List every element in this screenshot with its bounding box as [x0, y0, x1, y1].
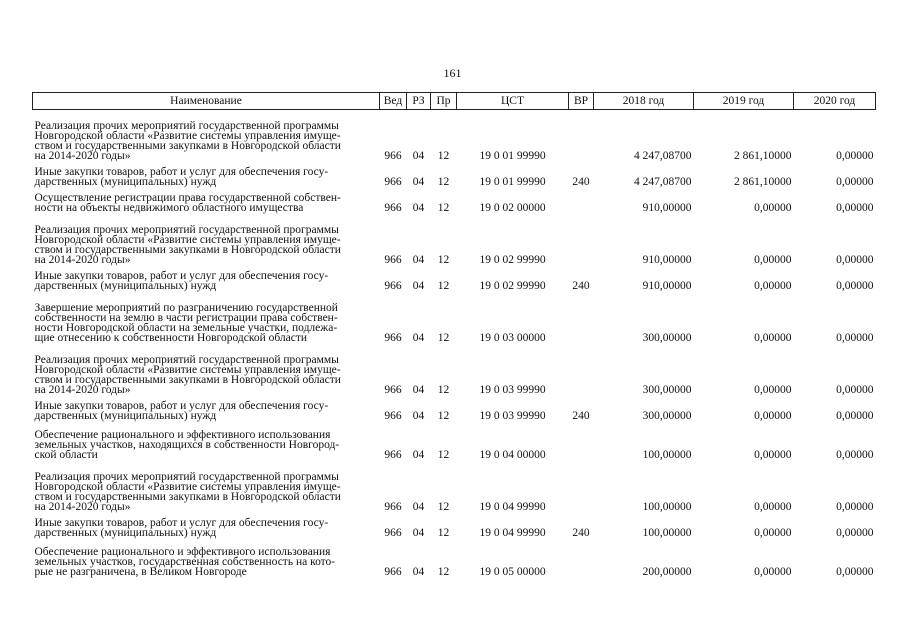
row-name-line: земельных участков, находящихся в собственности Новгород- — [34, 438, 340, 451]
row-name-line: на 2014-2020 годы» — [34, 383, 131, 396]
cell-rz: 04 — [412, 331, 425, 344]
row-name-line: земельных участков, государственная собственность на кото- — [34, 555, 336, 568]
cell-ved: 966 — [384, 175, 402, 188]
cell-y2019: 0,00000 — [754, 331, 792, 344]
row-name-line: ской области — [34, 448, 98, 461]
cell-ved: 966 — [384, 149, 402, 162]
cell-pr: 12 — [437, 526, 450, 539]
cell-ved: 966 — [384, 201, 402, 214]
cell-y2020: 0,00000 — [836, 526, 874, 539]
cell-y2018: 100,00000 — [642, 526, 692, 539]
row-name — [33, 344, 380, 396]
cell-pr: 12 — [437, 279, 450, 292]
cell-cst: 19 0 03 99990 — [479, 383, 546, 396]
cell-cst: 19 0 04 99990 — [479, 526, 546, 539]
header-ved: Вед — [380, 93, 407, 110]
cell-rz: 04 — [412, 201, 425, 214]
cell-y2020: 0,00000 — [836, 175, 874, 188]
row-name-line: Завершение мероприятий по разграничению государственной — [34, 301, 338, 314]
row-name-line: ством и государственными закупками в Новгородской области — [34, 373, 341, 386]
row-name-line: Реализация прочих мероприятий государственной программы — [34, 119, 339, 132]
cell-y2018: 100,00000 — [642, 448, 692, 461]
cell-vr: 240 — [572, 175, 590, 188]
table-row — [33, 396, 876, 422]
cell-y2018: 4 247,08700 — [634, 149, 692, 162]
row-name-line: Новгородской области «Развитие системы управления имуще- — [34, 233, 341, 246]
cell-rz: 04 — [412, 526, 425, 539]
table-body — [33, 110, 876, 578]
cell-ved: 966 — [384, 279, 402, 292]
row-name-line: дарственных (муниципальных) нужд — [34, 175, 217, 188]
row-name — [33, 422, 380, 461]
cell-pr: 12 — [437, 383, 450, 396]
row-name-line: Иные закупки товаров, работ и услуг для обеспечения госу- — [34, 516, 329, 529]
table-row — [33, 513, 876, 539]
cell-cst: 19 0 01 99990 — [479, 175, 546, 188]
table-row — [33, 110, 876, 162]
cell-y2019: 0,00000 — [754, 526, 792, 539]
cell-ved: 966 — [384, 331, 402, 344]
cell-vr — [569, 110, 594, 162]
cell-rz: 04 — [412, 448, 425, 461]
row-name — [33, 188, 380, 214]
row-name-line: дарственных (муниципальных) нужд — [34, 279, 217, 292]
cell-y2018: 4 247,08700 — [634, 175, 692, 188]
cell-cst: 19 0 03 00000 — [479, 331, 546, 344]
table-row — [33, 344, 876, 396]
cell-pr: 12 — [437, 448, 450, 461]
cell-y2018: 910,00000 — [642, 279, 692, 292]
header-vr: ВР — [569, 93, 594, 110]
cell-ved: 966 — [384, 448, 402, 461]
row-name-line: на 2014-2020 годы» — [34, 500, 131, 513]
cell-y2019: 0,00000 — [754, 500, 792, 513]
cell-ved: 966 — [384, 409, 402, 422]
table-row — [33, 422, 876, 461]
cell-rz: 04 — [412, 253, 425, 266]
row-name-line: Новгородской области «Развитие системы управления имуще- — [34, 129, 341, 142]
row-name-line: собственности на землю в части регистрации права собствен- — [34, 311, 338, 324]
row-name-line: Реализация прочих мероприятий государственной программы — [34, 470, 339, 483]
row-name-line: дарственных (муниципальных) нужд — [34, 526, 217, 539]
cell-y2018: 910,00000 — [642, 253, 692, 266]
cell-y2020: 0,00000 — [836, 383, 874, 396]
cell-cst: 19 0 02 00000 — [479, 201, 546, 214]
cell-rz: 04 — [412, 500, 425, 513]
cell-y2018: 910,00000 — [642, 201, 692, 214]
cell-pr: 12 — [437, 149, 450, 162]
row-name-line: щие отнесению к собственности Новгородской области — [34, 331, 308, 344]
cell-pr: 12 — [437, 253, 450, 266]
cell-y2020: 0,00000 — [836, 565, 874, 578]
row-name — [33, 162, 380, 188]
cell-y2020: 0,00000 — [836, 448, 874, 461]
cell-cst: 19 0 04 99990 — [479, 500, 546, 513]
row-name-line: на 2014-2020 годы» — [34, 253, 131, 266]
table-row — [33, 214, 876, 266]
cell-cst: 19 0 03 99990 — [479, 409, 546, 422]
cell-y2020: 0,00000 — [836, 331, 874, 344]
table-row — [33, 266, 876, 292]
header-2018: 2018 год — [594, 93, 694, 110]
cell-ved: 966 — [384, 565, 402, 578]
cell-y2020: 0,00000 — [836, 279, 874, 292]
table-row — [33, 539, 876, 578]
row-name-line: Обеспечение рационального и эффективного использования — [34, 428, 331, 441]
cell-ved: 966 — [384, 526, 402, 539]
table-row — [33, 188, 876, 214]
cell-y2020: 0,00000 — [836, 201, 874, 214]
row-name — [33, 396, 380, 422]
row-name-line: Осуществление регистрации права государственной собствен- — [34, 191, 341, 204]
header-2019: 2019 год — [694, 93, 794, 110]
cell-y2019: 0,00000 — [754, 565, 792, 578]
header-2020: 2020 год — [794, 93, 876, 110]
row-name-line: Реализация прочих мероприятий государственной программы — [34, 223, 339, 236]
row-name-line: ством и государственными закупками в Новгородской области — [34, 490, 341, 503]
row-name-line: на 2014-2020 годы» — [34, 149, 131, 162]
cell-rz: 04 — [412, 383, 425, 396]
row-name-line: дарственных (муниципальных) нужд — [34, 409, 217, 422]
cell-y2019: 0,00000 — [754, 201, 792, 214]
cell-rz: 04 — [412, 565, 425, 578]
cell-rz: 04 — [412, 409, 425, 422]
row-name-line: ством и государственными закупками в Новгородской области — [34, 139, 341, 152]
row-name — [33, 539, 380, 578]
cell-y2018: 100,00000 — [642, 500, 692, 513]
header-cst: ЦСТ — [457, 93, 569, 110]
cell-cst: 19 0 02 99990 — [479, 253, 546, 266]
header-name: Наименование — [33, 93, 380, 110]
cell-vr — [569, 539, 594, 578]
cell-y2019: 0,00000 — [754, 448, 792, 461]
row-name — [33, 110, 380, 162]
row-name-line: рые не разграничена, в Великом Новгороде — [34, 565, 247, 578]
cell-cst: 19 0 05 00000 — [479, 565, 546, 578]
cell-ved: 966 — [384, 500, 402, 513]
cell-vr — [569, 292, 594, 344]
budget-table — [32, 92, 876, 578]
cell-pr: 12 — [437, 175, 450, 188]
cell-y2020: 0,00000 — [836, 409, 874, 422]
row-name-line: Обеспечение рационального и эффективного использования — [34, 545, 331, 558]
cell-vr — [569, 461, 594, 513]
cell-cst: 19 0 04 00000 — [479, 448, 546, 461]
cell-vr — [569, 214, 594, 266]
cell-y2019: 0,00000 — [754, 279, 792, 292]
cell-y2018: 300,00000 — [642, 331, 692, 344]
page-number: 161 — [443, 66, 462, 80]
cell-ved: 966 — [384, 383, 402, 396]
cell-y2019: 0,00000 — [754, 409, 792, 422]
cell-pr: 12 — [437, 331, 450, 344]
row-name — [33, 513, 380, 539]
cell-cst: 19 0 02 99990 — [479, 279, 546, 292]
cell-vr: 240 — [572, 409, 590, 422]
row-name-line: Иные закупки товаров, работ и услуг для обеспечения госу- — [34, 165, 329, 178]
cell-y2019: 2 861,10000 — [734, 149, 792, 162]
cell-pr: 12 — [437, 201, 450, 214]
row-name-line: Иные закупки товаров, работ и услуг для обеспечения госу- — [34, 399, 329, 412]
cell-y2018: 300,00000 — [642, 409, 692, 422]
cell-rz: 04 — [412, 175, 425, 188]
table-row — [33, 461, 876, 513]
cell-y2019: 0,00000 — [754, 383, 792, 396]
cell-vr — [569, 188, 594, 214]
row-name-line: Новгородской области «Развитие системы управления имуще- — [34, 480, 341, 493]
cell-y2018: 200,00000 — [642, 565, 692, 578]
row-name — [33, 292, 380, 344]
row-name-line: ством и государственными закупками в Новгородской области — [34, 243, 341, 256]
cell-y2019: 2 861,10000 — [734, 175, 792, 188]
cell-rz: 04 — [412, 279, 425, 292]
cell-vr — [569, 344, 594, 396]
table-row — [33, 162, 876, 188]
header-pr: Пр — [431, 93, 457, 110]
row-name-line: Иные закупки товаров, работ и услуг для обеспечения госу- — [34, 269, 329, 282]
cell-vr: 240 — [572, 526, 590, 539]
row-name — [33, 461, 380, 513]
cell-y2020: 0,00000 — [836, 149, 874, 162]
row-name-line: ности Новгородской области на земельные участки, подлежа- — [34, 321, 338, 334]
cell-rz: 04 — [412, 149, 425, 162]
cell-y2020: 0,00000 — [836, 500, 874, 513]
cell-vr — [569, 422, 594, 461]
table-row — [33, 292, 876, 344]
table-header-row — [33, 93, 876, 110]
row-name-line: ности на объекты недвижимого областного имущества — [34, 201, 304, 214]
cell-y2018: 300,00000 — [642, 383, 692, 396]
cell-y2019: 0,00000 — [754, 253, 792, 266]
row-name-line: Новгородской области «Развитие системы управления имуще- — [34, 363, 341, 376]
cell-pr: 12 — [437, 409, 450, 422]
cell-vr: 240 — [572, 279, 590, 292]
cell-pr: 12 — [437, 565, 450, 578]
cell-pr: 12 — [437, 500, 450, 513]
cell-cst: 19 0 01 99990 — [479, 149, 546, 162]
cell-y2020: 0,00000 — [836, 253, 874, 266]
row-name — [33, 214, 380, 266]
header-rz: РЗ — [407, 93, 431, 110]
row-name — [33, 266, 380, 292]
cell-ved: 966 — [384, 253, 402, 266]
row-name-line: Реализация прочих мероприятий государственной программы — [34, 353, 339, 366]
